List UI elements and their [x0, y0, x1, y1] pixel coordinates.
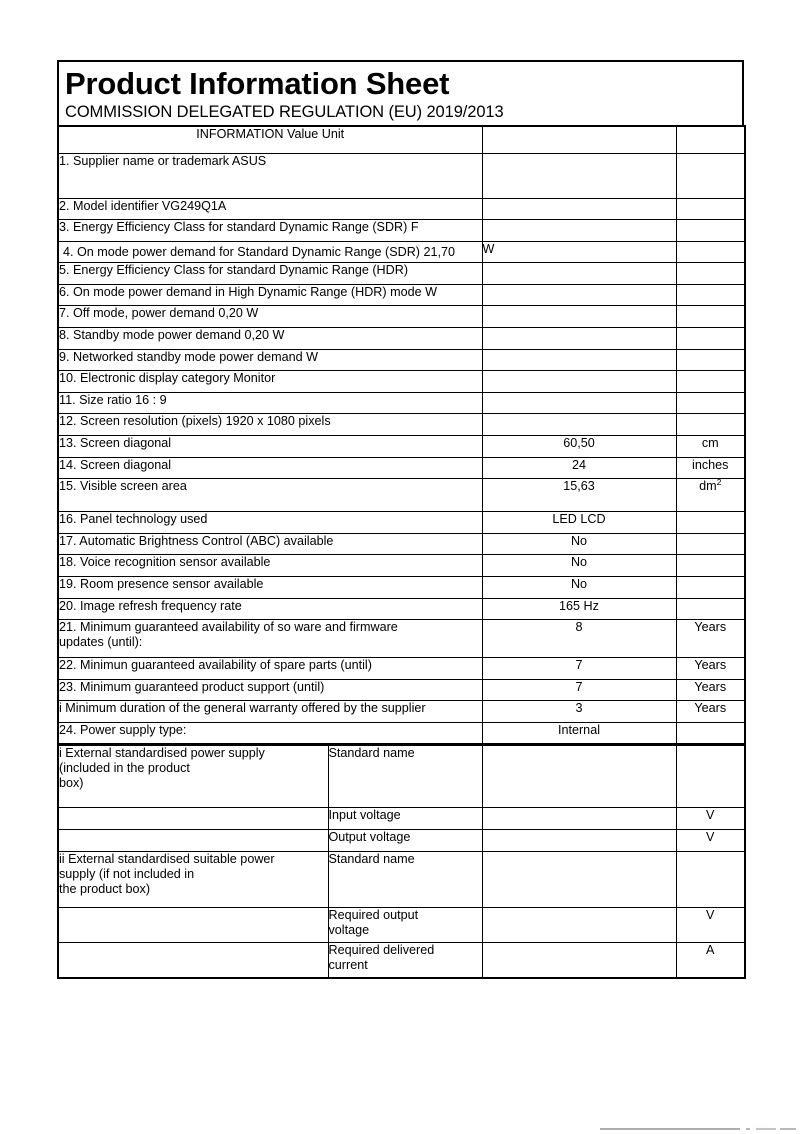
- row-label: 19. Room presence sensor available: [58, 577, 482, 599]
- row-value: [482, 349, 676, 371]
- table-row: [58, 220, 745, 242]
- row-label: 1. Supplier name or trademark ASUS: [58, 153, 482, 198]
- row-value: [482, 220, 676, 242]
- row-value: [482, 284, 676, 306]
- page-title: Product Information Sheet: [65, 66, 450, 101]
- row-unit: [676, 328, 745, 350]
- table-row: [58, 263, 745, 285]
- row-unit: [676, 153, 745, 198]
- psu-row: [58, 830, 745, 852]
- row-label: 13. Screen diagonal: [58, 436, 482, 458]
- row-value: 60,50: [482, 436, 676, 458]
- psu-value: [482, 943, 676, 978]
- row-unit: [676, 371, 745, 393]
- row-unit: [676, 533, 745, 555]
- row-value: [482, 153, 676, 198]
- psu-sublabel: Standard name: [328, 852, 482, 908]
- row-value: Internal: [482, 723, 676, 745]
- psu-sublabel: Standard name: [328, 746, 482, 808]
- psu-label: [58, 830, 328, 852]
- row-unit: [676, 284, 745, 306]
- row-unit: [676, 349, 745, 371]
- row-label: 7. Off mode, power demand 0,20 W: [58, 306, 482, 328]
- row-label: 17. Automatic Brightness Control (ABC) available: [58, 533, 482, 555]
- row-label: 3. Energy Efficiency Class for standard Dynamic Range (SDR) F: [58, 220, 482, 242]
- table-row: [58, 555, 745, 577]
- row-unit: [676, 577, 745, 599]
- psu-label-line-3: box): [59, 776, 84, 791]
- table-row: [58, 306, 745, 328]
- psu-sublabel-line-1: Required output: [328, 908, 419, 923]
- psu-value: [482, 852, 676, 908]
- psu-row: [58, 808, 745, 830]
- psu-label-line-1: i External standardised power supply: [59, 746, 265, 761]
- psu-row: [58, 908, 745, 943]
- psu-label-line-2: supply (if not included in: [59, 867, 195, 882]
- table-row: [58, 512, 745, 534]
- row-value: [482, 263, 676, 285]
- row-unit: [676, 723, 745, 745]
- row-unit: [676, 241, 745, 263]
- row-value: [482, 328, 676, 350]
- table-row: [58, 328, 745, 350]
- row-value: [482, 371, 676, 393]
- psu-label: [58, 746, 328, 808]
- table-row: [58, 153, 745, 198]
- row-label: 2. Model identifier VG249Q1A: [58, 198, 482, 220]
- row-label: 10. Electronic display category Monitor: [58, 371, 482, 393]
- psu-row: [58, 943, 745, 978]
- row-unit: Years: [676, 658, 745, 680]
- table-row: [58, 371, 745, 393]
- psu-value: [482, 746, 676, 808]
- row-unit: Years: [676, 620, 745, 658]
- psu-sublabel: [328, 943, 482, 978]
- row-unit: Years: [676, 679, 745, 701]
- table-row: [58, 414, 745, 436]
- row-label: 15. Visible screen area: [58, 479, 482, 512]
- psu-row: [58, 746, 745, 808]
- table-row: [58, 479, 745, 512]
- psu-label-line-1: ii External standardised suitable power: [59, 852, 275, 867]
- psu-sublabel-line-2: voltage: [328, 923, 370, 938]
- row-unit: [676, 306, 745, 328]
- psu-unit: V: [676, 908, 745, 943]
- psu-unit: [676, 852, 745, 908]
- table-row: [58, 198, 745, 220]
- row-value: [482, 414, 676, 436]
- row-label: [58, 620, 482, 658]
- row-value: 7: [482, 679, 676, 701]
- row-value: 15,63: [482, 479, 676, 512]
- table-header-row: [58, 126, 745, 153]
- row-label: 20. Image refresh frequency rate: [58, 598, 482, 620]
- row-unit: [676, 598, 745, 620]
- psu-label-line-2: (included in the product: [59, 761, 190, 776]
- table-row: [58, 598, 745, 620]
- row-value: No: [482, 555, 676, 577]
- row-value: 165 Hz: [482, 598, 676, 620]
- psu-label: [58, 852, 328, 908]
- row-unit: [676, 263, 745, 285]
- psu-row: [58, 852, 745, 908]
- header-information: INFORMATION Value Unit: [58, 126, 482, 153]
- row-label-line-2: updates (until):: [59, 635, 143, 650]
- table-row: [58, 620, 745, 658]
- psu-sublabel-line-2: current: [328, 958, 368, 973]
- row-label: 11. Size ratio 16 : 9: [58, 392, 482, 414]
- row-label: 12. Screen resolution (pixels) 1920 x 1080 pixels: [58, 414, 482, 436]
- scan-artifact-strip: [600, 1128, 796, 1130]
- row-value: No: [482, 533, 676, 555]
- page-subtitle: COMMISSION DELEGATED REGULATION (EU) 2019/2013: [65, 102, 504, 121]
- row-label: 14. Screen diagonal: [58, 457, 482, 479]
- row-label: [58, 241, 482, 263]
- psu-unit: [676, 746, 745, 808]
- psu-label-line-3: the product box): [59, 882, 151, 897]
- specification-table: [57, 125, 746, 745]
- psu-sublabel: [328, 908, 482, 943]
- row-unit: [676, 198, 745, 220]
- table-row: [58, 392, 745, 414]
- row-unit: Years: [676, 701, 745, 723]
- row-unit: [676, 220, 745, 242]
- table-row: [58, 241, 745, 263]
- psu-sublabel-line-1: Required delivered: [328, 943, 435, 958]
- table-row: [58, 457, 745, 479]
- table-row: [58, 658, 745, 680]
- row-label: 9. Networked standby mode power demand W: [58, 349, 482, 371]
- row-value: [482, 392, 676, 414]
- row-value: 8: [482, 620, 676, 658]
- table-row: [58, 436, 745, 458]
- row-label: 18. Voice recognition sensor available: [58, 555, 482, 577]
- row-label: 24. Power supply type:: [58, 723, 482, 745]
- row-label-line-1: 21. Minimum guaranteed availability of so ware and firmware: [59, 620, 398, 635]
- row-label: 5. Energy Efficiency Class for standard Dynamic Range (HDR): [58, 263, 482, 285]
- row-value: No: [482, 577, 676, 599]
- psu-sublabel: Output voltage: [328, 830, 482, 852]
- table-row: [58, 701, 745, 723]
- row-label: i Minimum duration of the general warranty offered by the supplier: [58, 701, 482, 723]
- row-unit: [676, 414, 745, 436]
- table-row: [58, 349, 745, 371]
- psu-sublabel: Input voltage: [328, 808, 482, 830]
- table-row: [58, 679, 745, 701]
- row-unit: [676, 555, 745, 577]
- power-supply-table: [57, 745, 746, 979]
- row-label: 23. Minimum guaranteed product support (until): [58, 679, 482, 701]
- header-value: [482, 126, 676, 153]
- row-label: 16. Panel technology used: [58, 512, 482, 534]
- row-value: 7: [482, 658, 676, 680]
- row-value: [482, 306, 676, 328]
- psu-value: [482, 830, 676, 852]
- psu-label: [58, 808, 328, 830]
- table-row: [58, 577, 745, 599]
- row-value: [482, 198, 676, 220]
- header-unit: [676, 126, 745, 153]
- row-unit: [676, 512, 745, 534]
- row-label-overflow-text: 4. On mode power demand for Standard Dynamic Range (SDR) 21,70: [63, 244, 456, 259]
- table-row: [58, 723, 745, 745]
- psu-label: [58, 908, 328, 943]
- row-value-spill-unit: W: [482, 241, 676, 263]
- row-value: LED LCD: [482, 512, 676, 534]
- psu-unit: V: [676, 808, 745, 830]
- row-value: 24: [482, 457, 676, 479]
- table-row: [58, 533, 745, 555]
- row-value: 3: [482, 701, 676, 723]
- row-label: 8. Standby mode power demand 0,20 W: [58, 328, 482, 350]
- psu-value: [482, 808, 676, 830]
- psu-unit: V: [676, 830, 745, 852]
- row-label: 6. On mode power demand in High Dynamic Range (HDR) mode W: [58, 284, 482, 306]
- row-unit: $dm^2$: [676, 479, 745, 512]
- psu-unit: A: [676, 943, 745, 978]
- table-row: [58, 284, 745, 306]
- product-information-sheet: [57, 60, 744, 979]
- title-block: [57, 60, 744, 125]
- row-unit: [676, 392, 745, 414]
- psu-label: [58, 943, 328, 978]
- row-label: 22. Minimun guaranteed availability of spare parts (until): [58, 658, 482, 680]
- superscript-two: 2: [716, 478, 722, 488]
- row-unit: inches: [676, 457, 745, 479]
- psu-value: [482, 908, 676, 943]
- row-unit: cm: [676, 436, 745, 458]
